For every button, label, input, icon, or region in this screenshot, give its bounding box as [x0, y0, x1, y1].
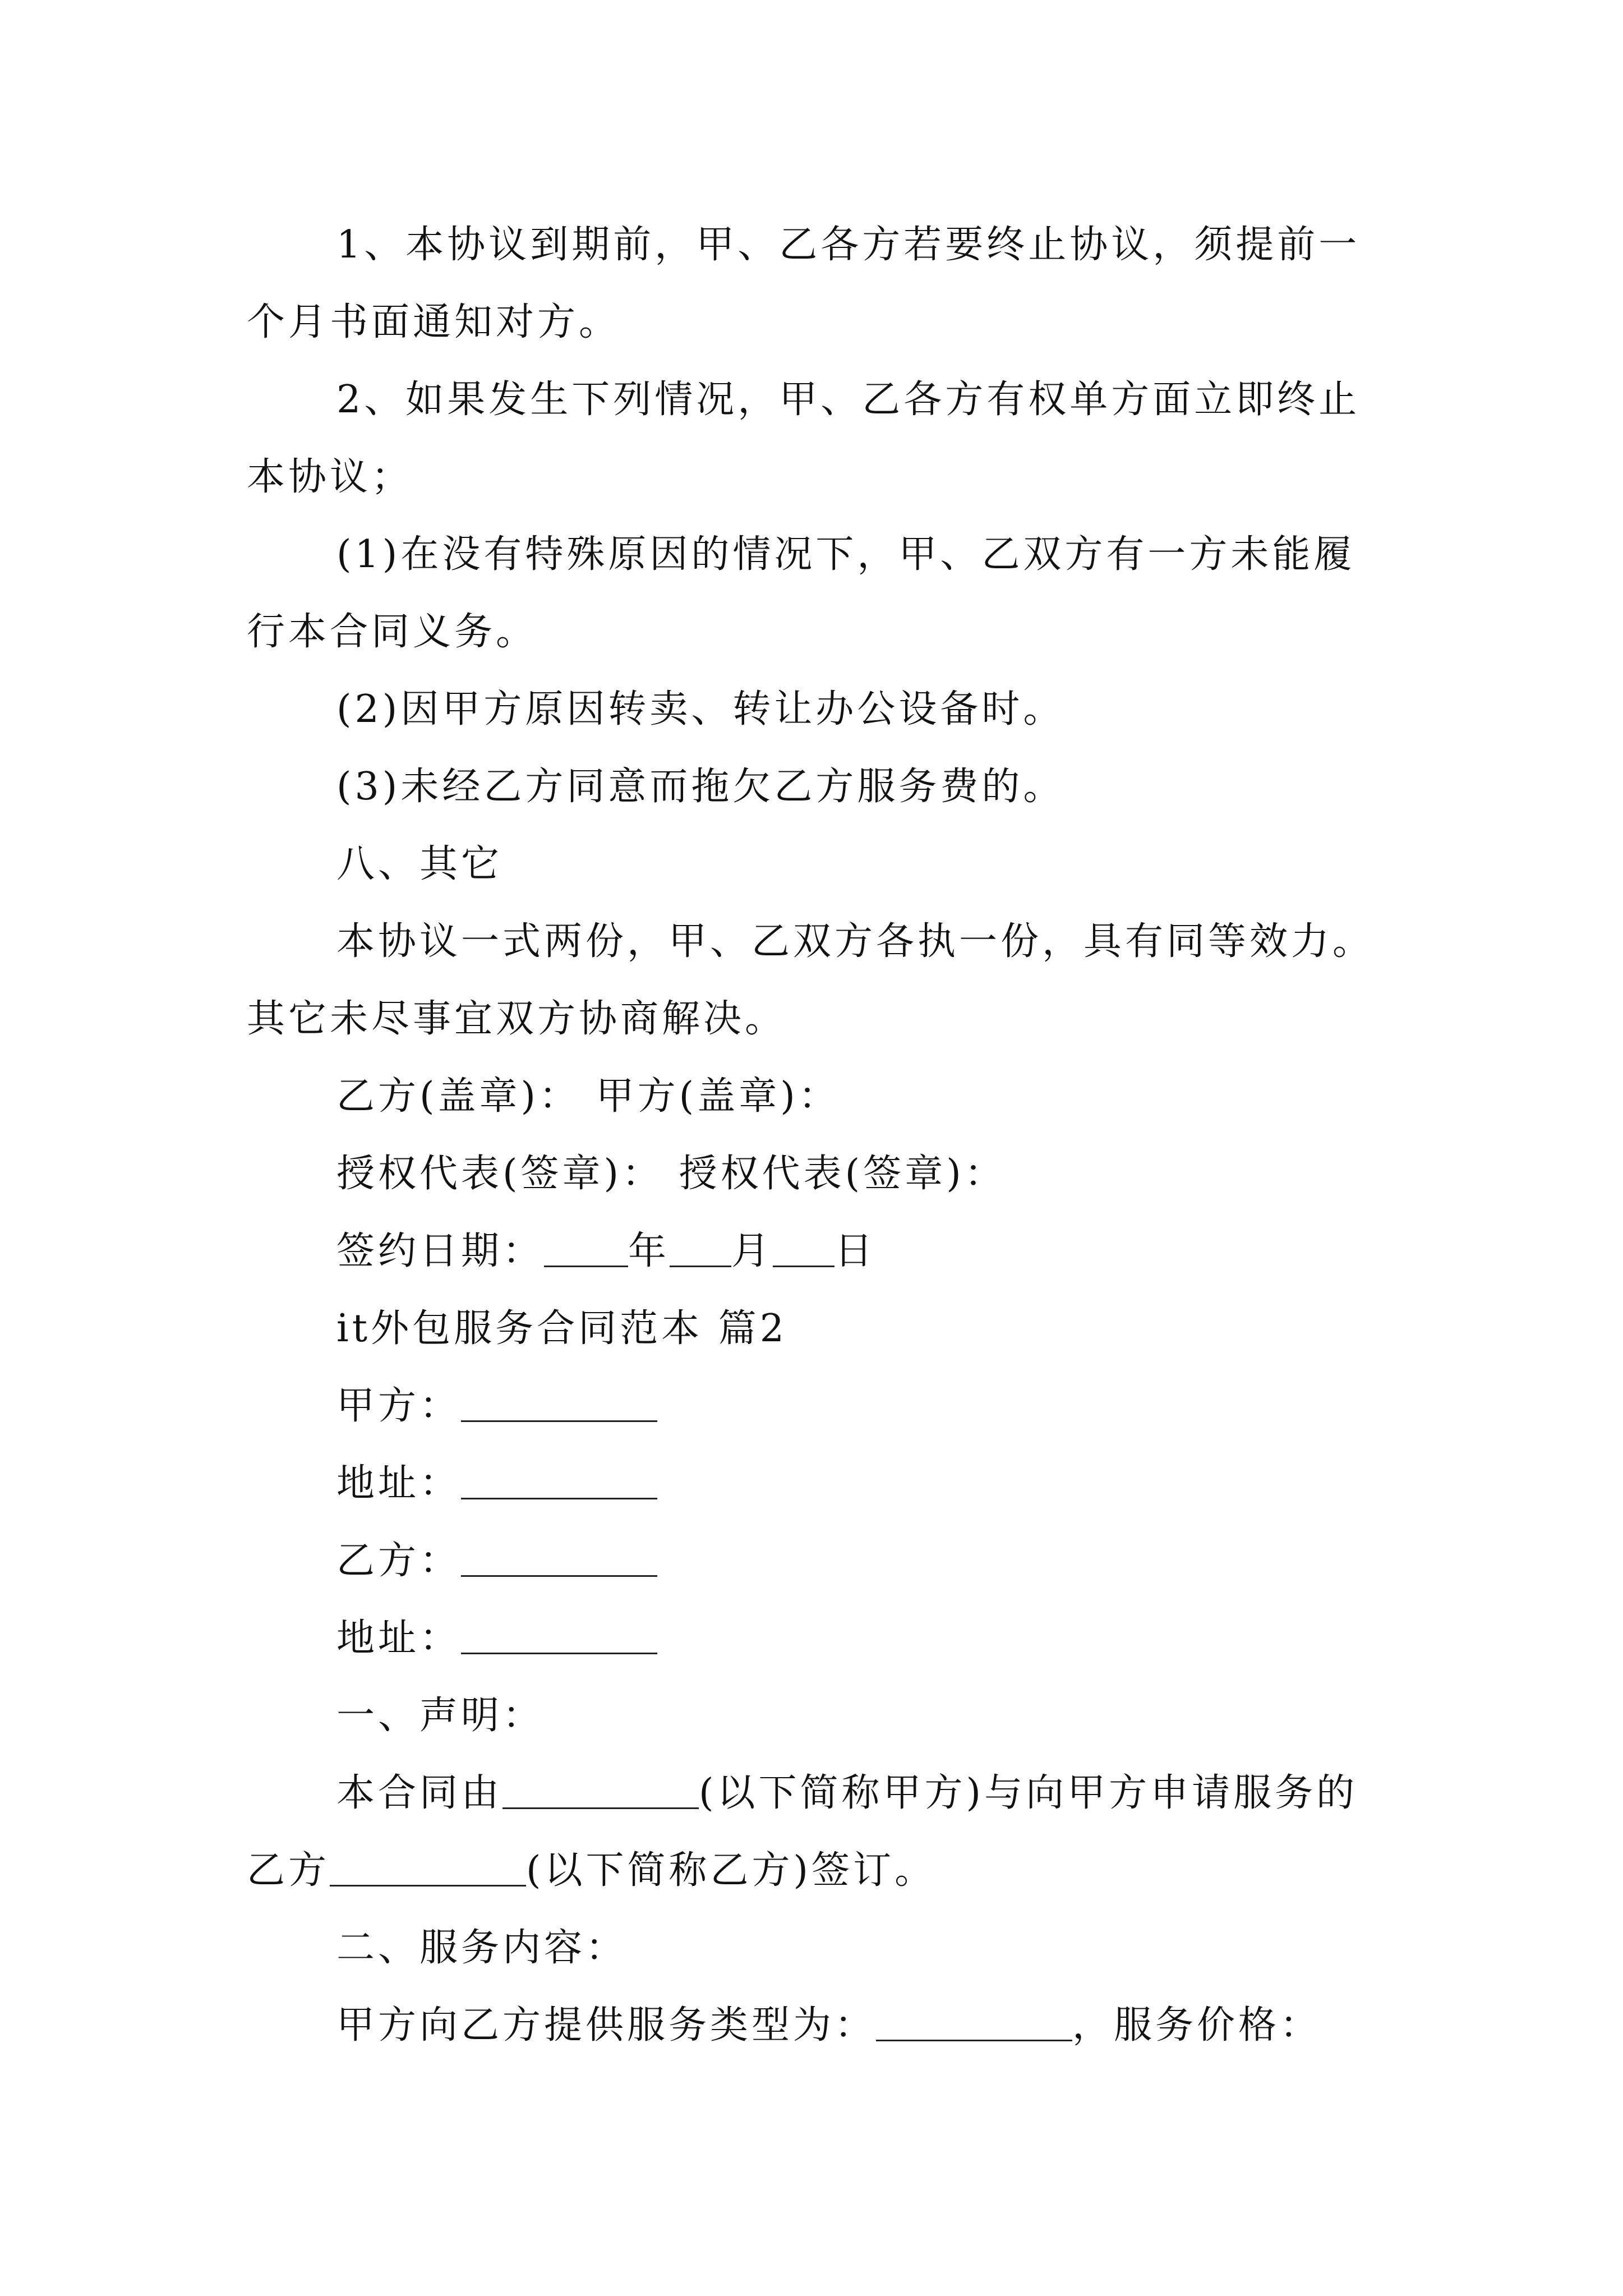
paragraph-text: 2、如果发生下列情况，甲、乙各方有权单方面立即终止本协议；: [247, 378, 1361, 499]
title-text: it外包服务合同范本 篇2: [336, 1306, 787, 1351]
paragraph-copies: [247, 903, 1391, 1058]
paragraph-declaration: [247, 1755, 1391, 1910]
contract-title: [336, 1290, 787, 1368]
day-blank[interactable]: [773, 1226, 834, 1267]
service-type-line: [336, 1987, 1321, 2064]
paragraph-text: (3)未经乙方同意而拖欠乙方服务费的。: [336, 765, 1065, 809]
year-label: 年: [628, 1229, 670, 1273]
declaration-text-b: (以下简称甲方)与向甲方申请服务的乙方: [247, 1771, 1358, 1893]
section-heading-other: [336, 826, 502, 903]
signature-text: 授权代表(签章)： 授权代表(签章)：: [336, 1152, 1006, 1196]
paragraph-termination-conditions: [247, 361, 1391, 516]
signature-line: [336, 1135, 1006, 1213]
paragraph-text: (2)因甲方原因转卖、转让办公设备时。: [336, 687, 1065, 731]
signing-date-line: [336, 1213, 876, 1290]
heading-text: 二、服务内容：: [336, 1926, 628, 1970]
paragraph-text: (1)在没有特殊原因的情况下，甲、乙双方有一方未能履行本合同义务。: [247, 532, 1355, 654]
month-label: 月: [731, 1229, 773, 1273]
day-label: 日: [834, 1229, 877, 1273]
service-price-label: ，服务价格：: [1072, 2003, 1322, 2047]
month-blank[interactable]: [670, 1226, 731, 1267]
seal-line: [336, 1058, 840, 1135]
address-label: 地址：: [336, 1461, 462, 1506]
party-a-blank[interactable]: [461, 1381, 657, 1422]
paragraph-condition-3: [336, 748, 1064, 826]
seal-text: 乙方(盖章)： 甲方(盖章)：: [336, 1074, 840, 1119]
party-b-blank[interactable]: [461, 1536, 657, 1577]
party-a-name-blank[interactable]: [502, 1768, 699, 1809]
paragraph-text: 本协议一式两份，甲、乙双方各执一份，具有同等效力。其它未尽事宜双方协商解决。: [247, 919, 1375, 1041]
paragraph-condition-1: [247, 516, 1391, 671]
party-b-name-blank[interactable]: [330, 1846, 526, 1887]
section-heading-declaration: [336, 1677, 544, 1755]
paragraph-text: 1、本协议到期前，甲、乙各方若要终止协议，须提前一个月书面通知对方。: [247, 223, 1361, 344]
service-type-blank[interactable]: [876, 2000, 1072, 2041]
declaration-text-a: 本合同由: [336, 1771, 503, 1815]
party-b-address-blank[interactable]: [461, 1613, 657, 1654]
paragraph-condition-2: [336, 671, 1064, 748]
party-a-address-blank[interactable]: [461, 1458, 657, 1499]
service-type-label: 甲方向乙方提供服务类型为：: [336, 2003, 877, 2047]
party-a-address-line: [336, 1445, 657, 1522]
party-a-line: [336, 1368, 657, 1445]
signing-date-label: 签约日期：: [336, 1229, 545, 1273]
party-b-address-line: [336, 1600, 657, 1677]
year-blank[interactable]: [544, 1226, 628, 1267]
party-a-label: 甲方：: [336, 1384, 462, 1428]
address-label: 地址：: [336, 1616, 462, 1660]
party-b-line: [336, 1522, 657, 1600]
section-heading-service-content: [336, 1910, 627, 1987]
party-b-label: 乙方：: [336, 1539, 462, 1583]
heading-text: 一、声明：: [336, 1694, 545, 1738]
heading-text: 八、其它: [336, 842, 503, 886]
declaration-text-c: (以下简称乙方)签订。: [526, 1848, 937, 1893]
paragraph-termination-notice: [247, 206, 1391, 361]
